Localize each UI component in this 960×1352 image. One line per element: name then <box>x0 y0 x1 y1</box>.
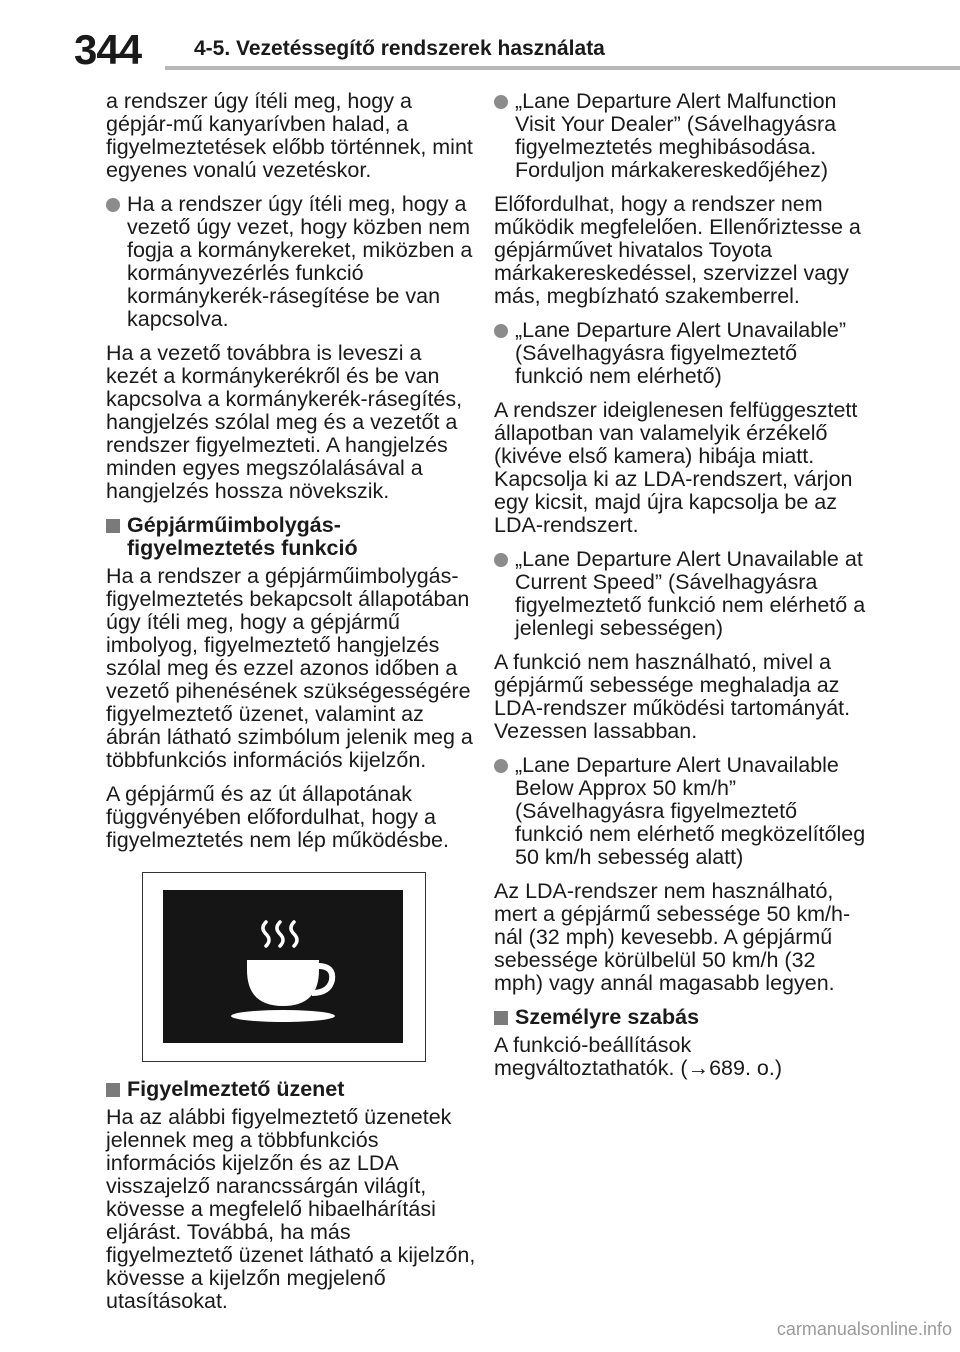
section-heading-text: Gépjárműimbolygás-figyelmeztetés funkció <box>127 513 358 560</box>
bullet-dot-icon <box>494 324 508 338</box>
bullet-text: „Lane Departure Alert Unavailable at Current Speed” (Sávelhagyásra figyelmeztető funkció nem elérhető a jelenlegi sebességen) <box>515 547 866 640</box>
bullet-dot-icon <box>494 553 508 567</box>
watermark: carmanualsonline.info <box>776 1319 952 1339</box>
left-column <box>106 90 478 1324</box>
coffee-cup-figure <box>142 872 426 1062</box>
square-bullet-icon <box>106 1083 120 1097</box>
section-heading <box>106 1078 478 1101</box>
paragraph: Ha a vezető továbbra is leveszi a kezét a kormánykerékről és be van kapcsolva a kormánykerék-rásegítés, hangjelzés szólal meg és a vezetőt a rendszer figyelmezteti. A hangjelzés minden egyes megszólalásával a hangjelzés hossza növekszik. <box>106 341 463 503</box>
coffee-cup-icon <box>163 890 403 1043</box>
bullet-item <box>106 193 478 331</box>
paragraph: Előfordulhat, hogy a rendszer nem működik megfelelően. Ellenőriztesse a gépjárművet hivatalos Toyota márkakereskedéssel, szervizzel vagy más, megbízható szakemberrel. <box>494 192 861 308</box>
bullet-item <box>494 319 866 388</box>
section-heading <box>106 514 478 560</box>
paragraph: A funkció nem használható, mivel a gépjármű sebessége meghaladja az LDA-rendszer működési tartományát. Vezessen lassabban. <box>494 650 851 743</box>
bullet-item <box>494 548 866 640</box>
bullet-text: „Lane Departure Alert Unavailable” (Sávelhagyásra figyelmeztető funkció nem elérhető) <box>515 318 847 388</box>
page-header <box>0 0 960 78</box>
paragraph: a rendszer úgy ítéli meg, hogy a gépjár-mű kanyarívben halad, a figyelmeztetések előbb történnek, mint egyenes vonalú vezetéskor. <box>106 89 473 182</box>
bullet-item <box>494 90 866 182</box>
section-heading-text: Figyelmeztető üzenet <box>127 1077 345 1101</box>
paragraph: Az LDA-rendszer nem használható, mert a gépjármű sebessége 50 km/h-nál (32 mph) kevesebb. A gépjármű sebessége körülbelül 50 km/h (32 mph) vagy annál magasabb legyen. <box>494 879 851 995</box>
page-number: 344 <box>74 26 142 73</box>
header-divider <box>165 66 960 70</box>
bullet-dot-icon <box>494 759 508 773</box>
bullet-text: „Lane Departure Alert Malfunction Visit Your Dealer” (Sávelhagyásra figyelmeztetés meghibásodása. Forduljon márkakereskedőjéhez) <box>515 89 837 182</box>
bullet-text: „Lane Departure Alert Unavailable Below Approx 50 km/h” (Sávelhagyásra figyelmeztető funkció nem elérhető megközelítőleg 50 km/h sebesség alatt) <box>515 753 866 869</box>
section-heading-text: Személyre szabás <box>515 1005 700 1029</box>
bullet-dot-icon <box>106 198 120 212</box>
bullet-dot-icon <box>494 95 508 109</box>
bullet-item <box>494 754 866 869</box>
display-screen <box>163 890 403 1043</box>
paragraph: Ha a rendszer a gépjárműimbolygás-figyelmeztetés bekapcsolt állapotában úgy ítéli meg, hogy a gépjármű imbolyog, figyelmeztető hangjelzés szólal meg és ezzel azonos időben a vezető pihenésének szükségességére figyelmeztető üzenet, valamint az ábrán látható szimbólum jelenik meg a többfunkciós információs kijelzőn. <box>106 564 473 772</box>
square-bullet-icon <box>106 519 120 533</box>
paragraph: Ha az alábbi figyelmeztető üzenetek jelennek meg a többfunkciós információs kijelzőn és az LDA visszajelző narancssárgán világít, kövesse a megfelelő hibaelhárítási eljárást. Továbbá, ha más figyelmeztető üzenet látható a kijelzőn, kövesse a kijelzőn megjelenő utasításokat. <box>106 1105 476 1313</box>
right-column <box>494 90 866 1091</box>
bullet-text: Ha a rendszer úgy ítéli meg, hogy a vezető úgy vezet, hogy közben nem fogja a kormánykereket, miközben a kormányvezérlés funkció kormánykerék-rásegítése be van kapcsolva. <box>127 192 473 331</box>
paragraph: A rendszer ideiglenesen felfüggesztett állapotban van valamelyik érzékelő (kivéve első kamera) hibája miatt. Kapcsolja ki az LDA-rendszert, várjon egy kicsit, majd újra kapcsolja be az LDA-rendszert. <box>494 398 858 537</box>
paragraph: A funkció-beállítások megváltoztathatók. (→689. o.) <box>494 1033 783 1080</box>
paragraph: A gépjármű és az út állapotának függvényében előfordulhat, hogy a figyelmeztetés nem lép működésbe. <box>106 782 449 852</box>
section-heading <box>494 1006 866 1029</box>
section-title: 4-5. Vezetéssegítő rendszerek használata <box>194 37 605 60</box>
square-bullet-icon <box>494 1011 508 1025</box>
